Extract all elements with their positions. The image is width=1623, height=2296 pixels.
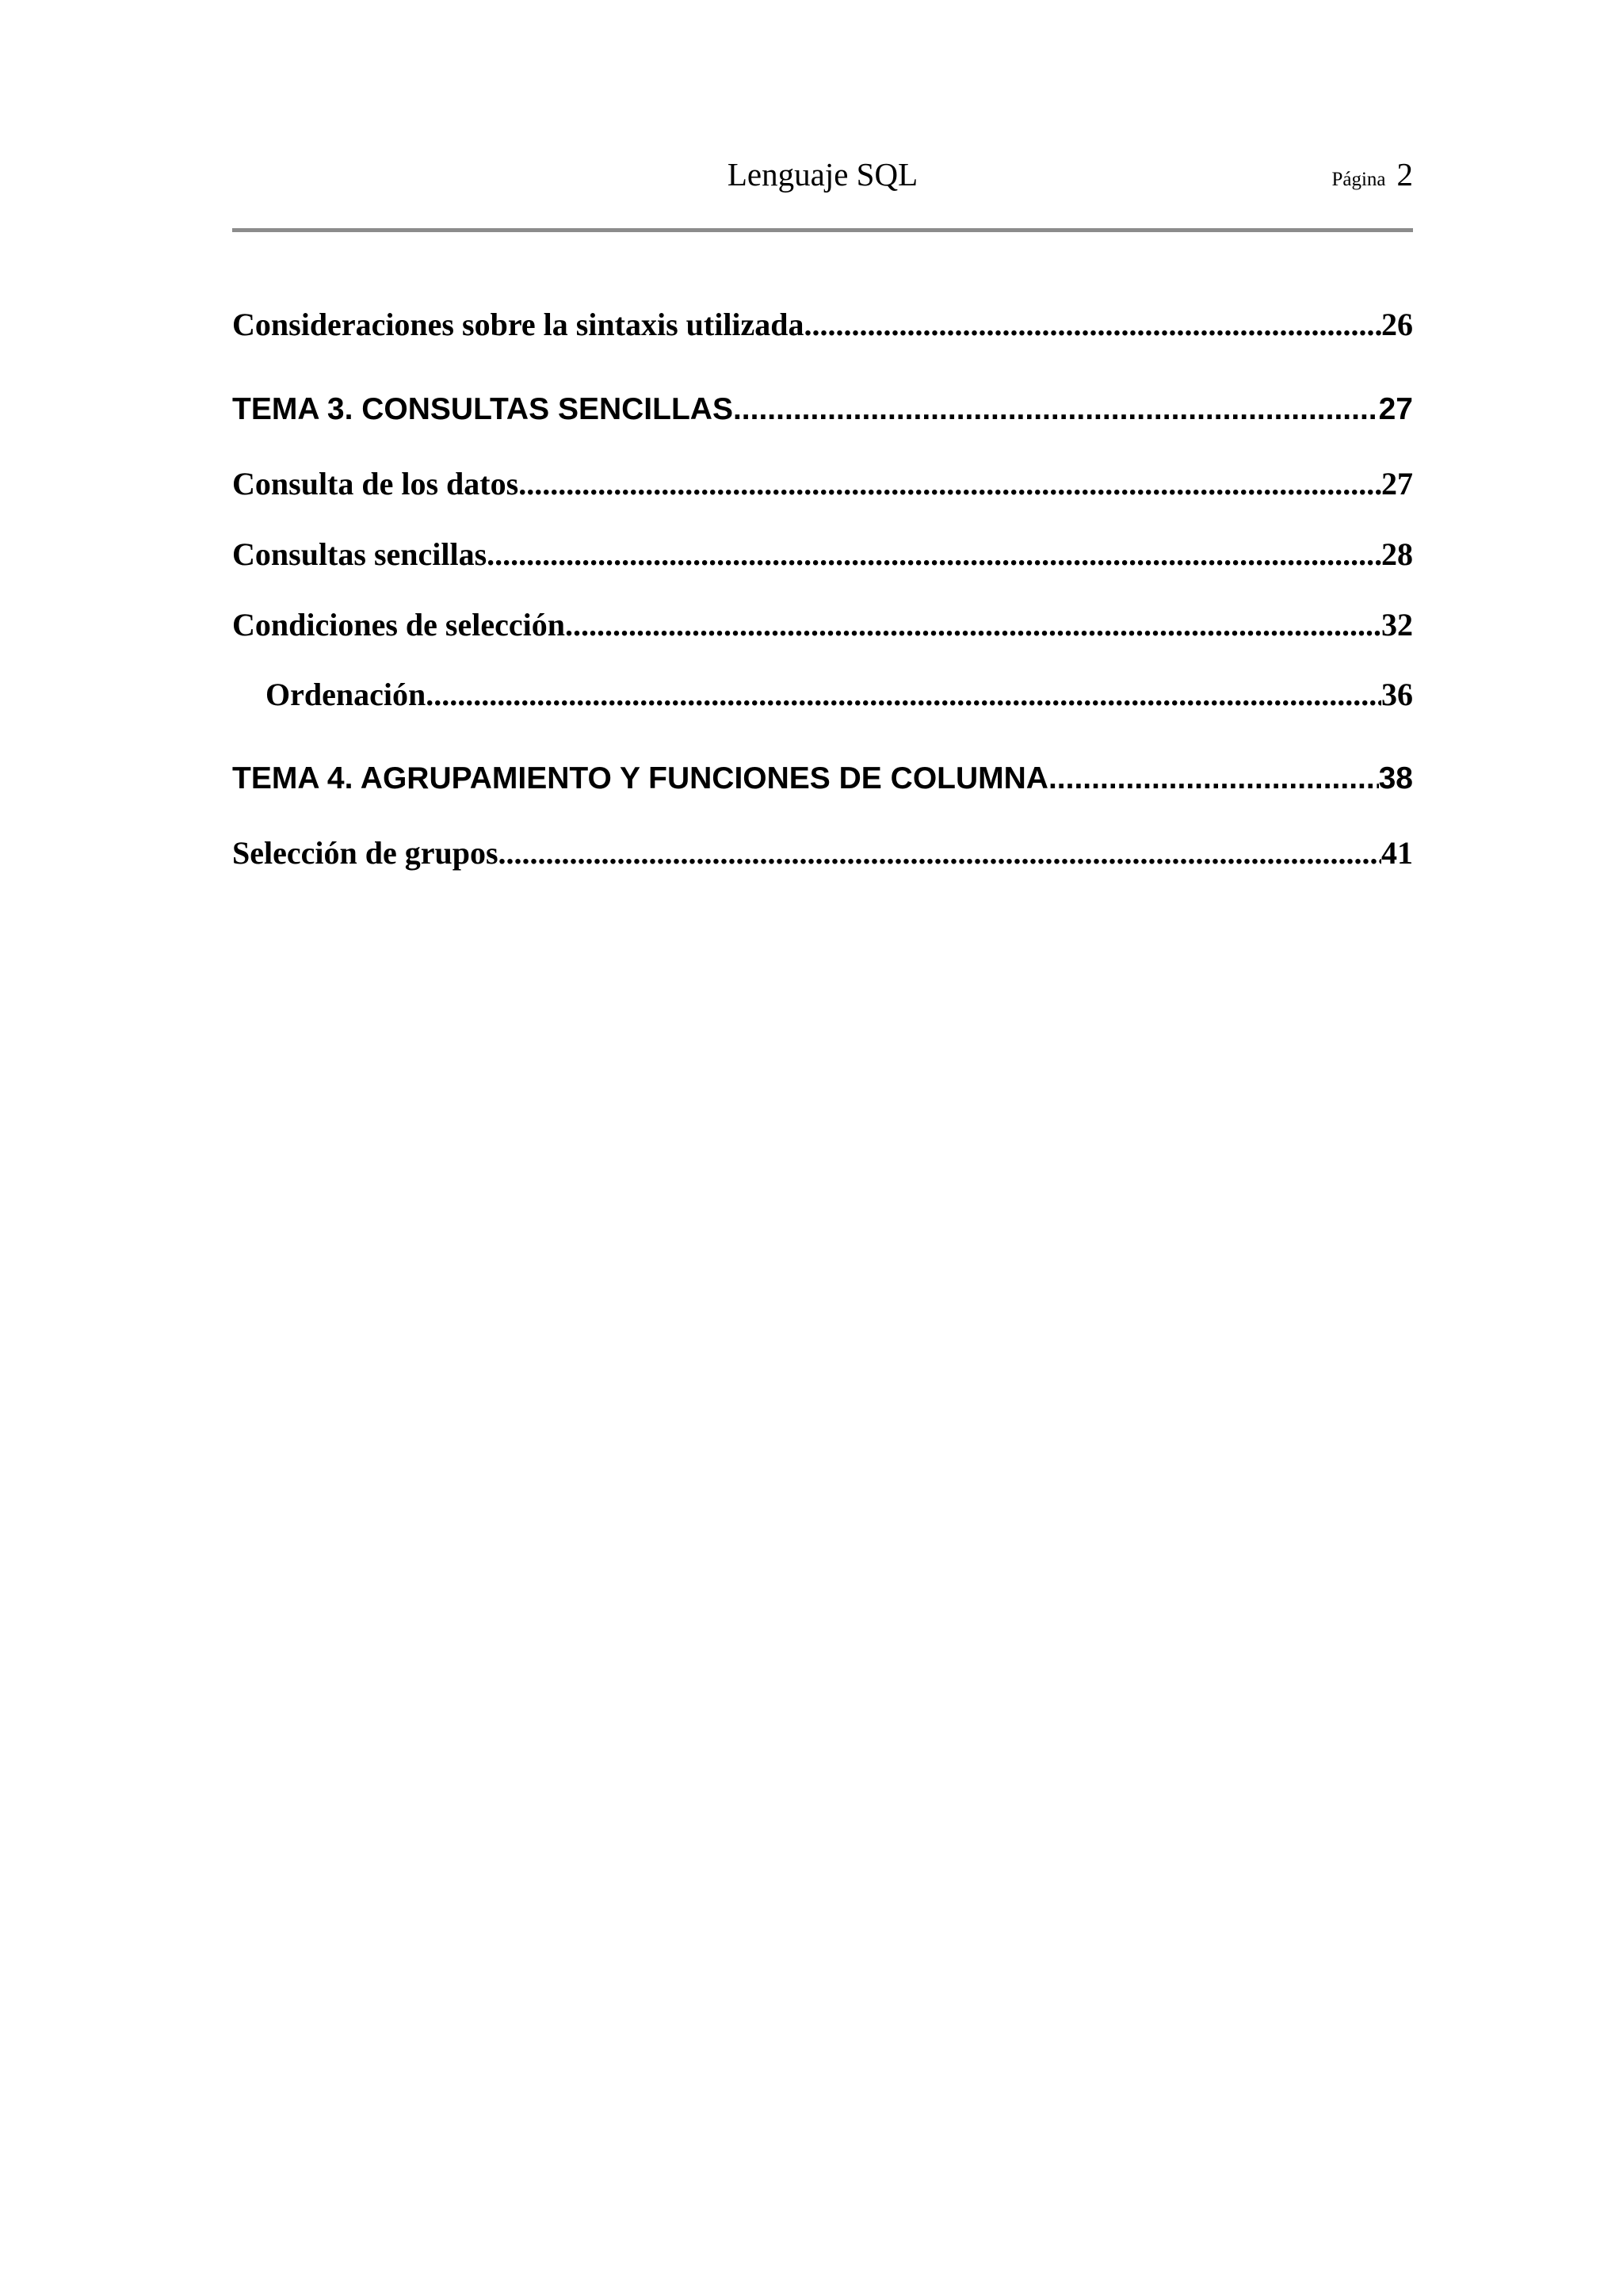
toc-entry[interactable] (232, 761, 1413, 806)
toc-entry-page: 28 (1381, 536, 1413, 572)
page-number: 2 (1396, 156, 1413, 193)
toc-entry-label: Ordenación (265, 677, 426, 712)
toc-entry-page: 27 (1381, 466, 1413, 502)
toc-leader-dots (487, 536, 1381, 573)
toc-entry-label: Condiciones de selección (232, 607, 565, 643)
toc-leader-dots (733, 392, 1379, 427)
toc-entry[interactable] (232, 834, 1413, 879)
toc-leader-dots (518, 465, 1381, 502)
toc-entry-label: Consideraciones sobre la sintaxis utilizada (232, 307, 804, 342)
toc-leader-dots (1048, 761, 1379, 796)
toc-entry-label: TEMA 4. AGRUPAMIENTO Y FUNCIONES DE COLUMNA (232, 761, 1048, 795)
toc-entry[interactable] (232, 306, 1413, 350)
toc-entry-label: TEMA 3. CONSULTAS SENCILLAS (232, 392, 733, 426)
document-title: Lenguaje SQL (727, 156, 918, 193)
toc-entry-page: 36 (1381, 677, 1413, 712)
toc-entry-label: Consulta de los datos (232, 466, 519, 502)
toc-entry[interactable] (232, 606, 1413, 650)
toc-entry[interactable] (232, 465, 1413, 509)
toc-entry-label: Consultas sencillas (232, 536, 487, 572)
toc-leader-dots (804, 306, 1381, 343)
toc-entry-page: 41 (1381, 835, 1413, 871)
page-label: Página (1331, 169, 1386, 190)
toc-entry[interactable] (232, 676, 1413, 720)
toc-entry-label: Selección de grupos (232, 835, 498, 871)
toc-entry[interactable] (232, 392, 1413, 437)
toc-leader-dots (426, 676, 1381, 713)
toc-entry-page: 26 (1381, 307, 1413, 342)
toc-leader-dots (498, 834, 1381, 871)
table-of-contents (232, 0, 1413, 951)
toc-leader-dots (565, 606, 1381, 643)
toc-entry-page: 32 (1381, 607, 1413, 643)
toc-entry-page: 38 (1378, 761, 1413, 795)
toc-entry[interactable] (232, 536, 1413, 580)
toc-entry-page: 27 (1378, 392, 1413, 426)
